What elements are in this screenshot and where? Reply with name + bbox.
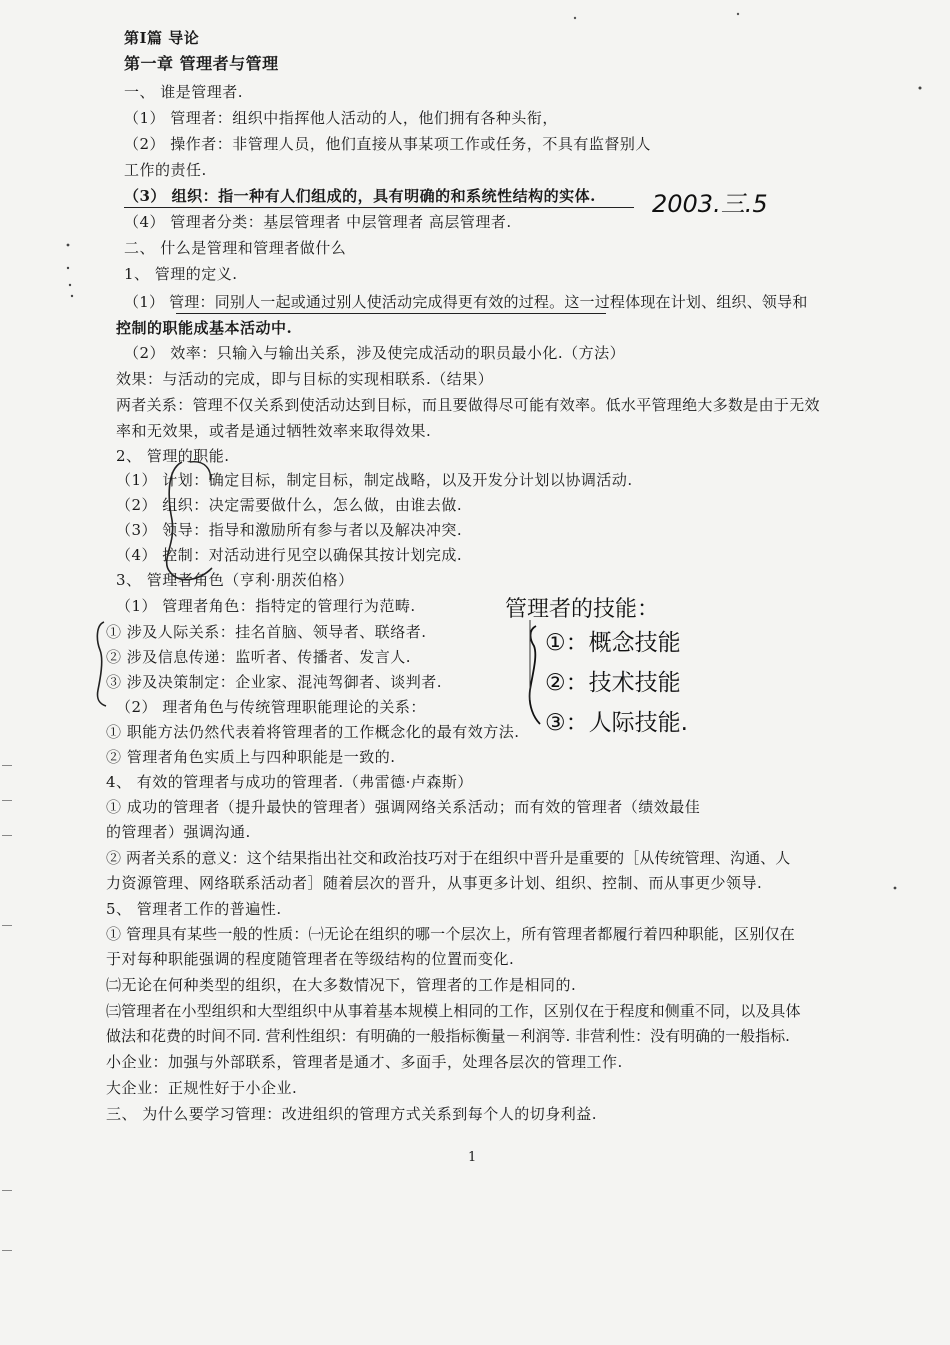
text-line: 小企业：加强与外部联系，管理者是通才、多面手，处理各层次的管理工作. [106,1053,623,1071]
text-line: （2） 效率：只输入与输出关系，涉及使完成活动的职员最小化.（方法） [124,344,626,362]
chapter-title: 第一章 管理者与管理 [124,54,279,73]
text-line: ③ 涉及决策制定：企业家、混沌驾御者、谈判者. [106,673,443,691]
section-heading: 二、 什么是管理和管理者做什么 [124,239,347,257]
brace-mark [530,626,540,724]
text-line: 做法和花费的时间不同. 营利性组织：有明确的一般指标衡量－利润等. 非营利性：没有明确的一般指标. [106,1027,790,1045]
text-line: 率和无效果，或者是通过牺牲效率来取得效果. [116,422,432,440]
text-line: ㈢管理者在小型组织和大型组织中从事着基本规模上相同的工作，区别仅在于程度和侧重不同，以及具体 [106,1002,801,1020]
text-line: （3） 领导：指导和激励所有参与者以及解决冲突. [116,521,463,539]
subsection-heading: 5、 管理者工作的普遍性. [106,900,282,918]
subsection-heading: 1、 管理的定义. [124,265,238,283]
section-heading: 三、 为什么要学习管理：改进组织的管理方式关系到每个人的切身利益. [106,1105,598,1123]
text-line: 于对每种职能强调的程度随管理者在等级结构的位置而变化. [106,950,515,968]
text-line: （3） 组织：指一种有人们组成的，具有明确的和系统性结构的实体. [124,187,596,205]
text-line: （1） 计划：确定目标，制定目标，制定战略，以及开发分计划以协调活动. [116,471,633,489]
text-line: 大企业：正规性好于小企业. [106,1079,298,1097]
scan-speck [737,13,739,15]
brace-mark [97,622,106,706]
text-line: ㈡无论在何种类型的组织，在大多数情况下，管理者的工作是相同的. [106,976,577,994]
text-line: （1） 管理者角色：指特定的管理行为范畴. [116,597,416,615]
scan-speck [69,284,71,286]
scan-speck [71,295,73,297]
text-line: （2） 操作者：非管理人员，他们直接从事某项工作或任务，不具有监督别人 [124,135,651,153]
text-line: 两者关系：管理不仅关系到使活动达到目标，而且要做得尽可能有效率。低水平管理绝大多数是由于无效 [116,396,820,414]
pen-loop [167,462,212,580]
handwritten-skill: ③：人际技能. [545,710,688,736]
scan-speck [67,244,70,247]
handwritten-skill: ①：概念技能 [545,630,681,656]
scan-speck [894,887,897,890]
text-line: ① 成功的管理者（提升最快的管理者）强调网络关系活动；而有效的管理者（绩效最佳 [106,798,701,816]
text-line: ② 管理者角色实质上与四种职能是一致的. [106,748,396,766]
text-line: ② 两者关系的意义：这个结果指出社交和政治技巧对于在组织中晋升是重要的［从传统管理、沟通、人 [106,849,791,867]
text-line: 效果：与活动的完成，即与目标的实现相联系.（结果） [116,370,494,388]
text-line: 的管理者）强调沟通. [106,823,251,841]
text-line: （4） 管理者分类：基层管理者 中层管理者 高层管理者. [124,213,512,231]
scan-speck [574,17,576,19]
pen-loop [190,462,210,480]
text-line: ① 涉及人际关系：挂名首脑、领导者、联络者. [106,623,427,641]
text-line: （1） 管理者：组织中指挥他人活动的人，他们拥有各种头衔， [124,109,558,127]
scan-speck [67,267,69,269]
handwritten-skill: ②：技术技能 [545,670,681,696]
text-line: 控制的职能成基本活动中. [116,319,293,337]
section-heading: 一、 谁是管理者. [124,83,244,101]
text-line: ① 管理具有某些一般的性质：㈠无论在组织的哪一个层次上，所有管理者都履行着四种职能，区别仅在 [106,925,795,943]
text-line: （4） 控制：对活动进行见空以确保其按计划完成. [116,546,463,564]
text-line: ① 职能方法仍然代表着将管理者的工作概念化的最有效方法. [106,723,520,741]
handwritten-skills-title: 管理者的技能： [505,597,660,622]
text-line: ② 涉及信息传递：监听者、传播者、发言人. [106,648,412,666]
text-line: 力资源管理、网络联系活动者］随着层次的晋升，从事更多计划、组织、控制、而从事更少领导. [106,874,763,892]
subsection-heading: 4、 有效的管理者与成功的管理者.（弗雷德·卢森斯） [106,773,473,791]
text-line: 工作的责任. [124,161,207,179]
handwritten-date: 2003.三.5 [652,190,768,218]
scan-speck [919,87,922,90]
part-title: 第Ⅰ篇 导论 [124,29,200,47]
page-number: 1 [468,1150,477,1165]
text-line: （2） 理者角色与传统管理职能理论的关系： [116,698,426,716]
text-line: （2） 组织：决定需要做什么，怎么做，由谁去做. [116,496,463,514]
subsection-heading: 3、 管理者角色（亨利·朋茨伯格） [116,571,354,589]
text-line: （1） 管理：同别人一起或通过别人使活动完成得更有效的过程。这一过程体现在计划、组织、领导和 [124,293,808,311]
subsection-heading: 2、 管理的职能. [116,447,230,465]
